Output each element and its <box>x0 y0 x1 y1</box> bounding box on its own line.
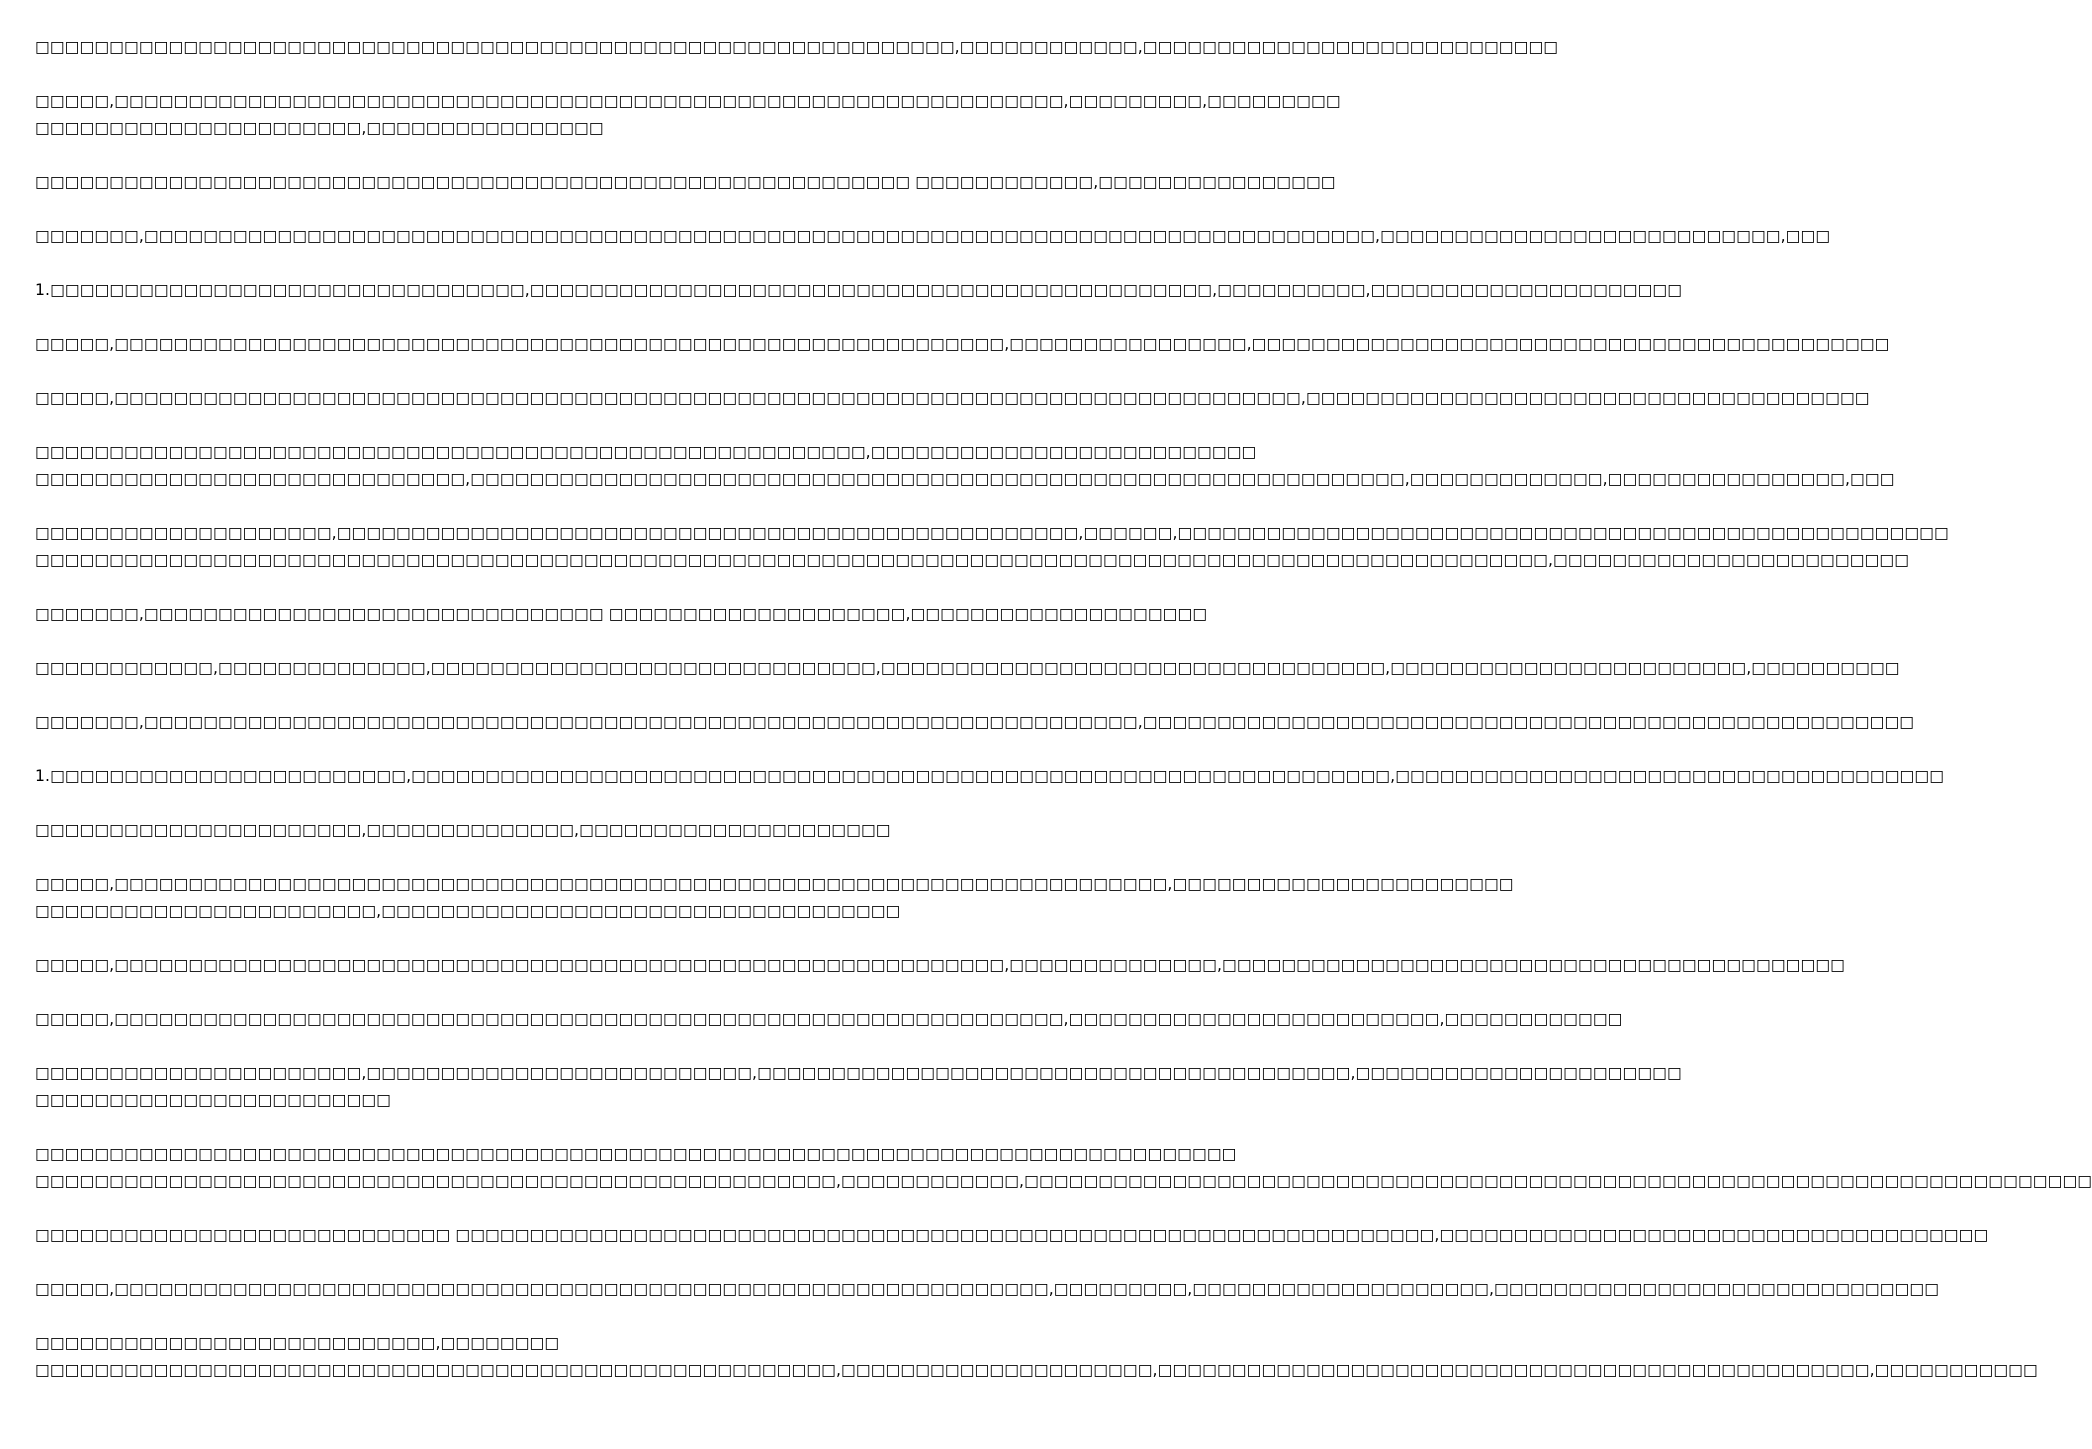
paragraph-17 <box>35 1006 1623 1033</box>
paragraph-15 <box>35 871 1514 925</box>
paragraph-10 <box>35 601 1208 628</box>
paragraph-8 <box>35 439 1895 493</box>
text-line: □□□□□□□□□□□□□□□□□□□□□□□□ <box>35 1091 392 1109</box>
paragraph-12 <box>35 709 1915 736</box>
text-line: □□□□□,□□□□□□□□□□□□□□□□□□□□□□□□□□□□□□□□□□□□□□□□□□□□□□□□□□□□□□□□□□□□□□□,□□□□□□□□□,□□□□□□□□□□□□□□□□□□□□,□□□□□□□□□□□□□□□□□□□□□□□□□□□□□□ <box>35 1280 1940 1298</box>
text-line: □□□□□□□,□□□□□□□□□□□□□□□□□□□□□□□□□□□□□□□ □□□□□□□□□□□□□□□□□□□□,□□□□□□□□□□□□□□□□□□□□ <box>35 605 1208 623</box>
text-line: □□□□□,□□□□□□□□□□□□□□□□□□□□□□□□□□□□□□□□□□□□□□□□□□□□□□□□□□□□□□□□□□□□□□□□,□□□□□□□□□,□□□□□□□□□ <box>35 92 1341 110</box>
text-line: □□□□□□□□□□□□□□□□□□□□□□,□□□□□□□□□□□□□□,□□□□□□□□□□□□□□□□□□□□□ <box>35 821 891 839</box>
paragraph-2 <box>35 88 1341 142</box>
text-line: □□□□□□□□□□□□,□□□□□□□□□□□□□□,□□□□□□□□□□□□□□□□□□□□□□□□□□□□□□,□□□□□□□□□□□□□□□□□□□□□□□□□□□□□□□□□□,□□□□□□□□□□□□□□□□□□□□□□□□,□□□□□□□□□□ <box>35 659 1900 677</box>
text-line: □□□□□□□□□□□□□□□□□□□□□□□□□□□□□,□□□□□□□□□□□□□□□□□□□□□□□□□□□□□□□□□□□□□□□□□□□□□□□□□□□□□□□□□□□□□□□,□□□□□□□□□□□□□,□□□□□□□□□□□□□□□□,□□□ <box>35 470 1895 488</box>
paragraph-20 <box>35 1222 1989 1249</box>
text-line: □□□□□□□□□□□□□□□□□□□□□□□□□□□□□□□□□□□□□□□□□□□□□□□□□□□□□□,□□□□□□□□□□□□,□□□□□□□□□□□□□□□□□□□□□□□□□□□□□□□□□□□□□□□□□□□□□□□□□□□□□□□□□□□□□□□□□□□□□□□□ <box>35 1172 2092 1190</box>
paragraph-6 <box>35 331 1890 358</box>
paragraph-13 <box>35 763 1945 790</box>
text-line: □□□□□□□,□□□□□□□□□□□□□□□□□□□□□□□□□□□□□□□□□□□□□□□□□□□□□□□□□□□□□□□□□□□□□□□□□□□,□□□□□□□□□□□□□□□□□□□□□□□□□□□□□□□□□□□□□□□□□□□□□□□□□□□□ <box>35 713 1915 731</box>
text-line: □□□□□,□□□□□□□□□□□□□□□□□□□□□□□□□□□□□□□□□□□□□□□□□□□□□□□□□□□□□□□□□□□□□□□□□□□□□□□,□□□□□□□□□□□□□□□□□□□□□□□ <box>35 875 1514 893</box>
text-line: 1.□□□□□□□□□□□□□□□□□□□□□□□□,□□□□□□□□□□□□□□□□□□□□□□□□□□□□□□□□□□□□□□□□□□□□□□□□□□□□□□□□□□□□□□□□□□,□□□□□□□□□□□□□□□□□□□□□□□□□□□□□□□□□□□□□ <box>35 767 1945 785</box>
paragraph-18 <box>35 1060 1682 1114</box>
text-line: □□□□□□□□□□□□□□□□□□□□□□□□□□□□□□□□□□□□□□□□□□□□□□□□□□□□□□□□□□□□□□□□□□□□□□□□□□□□□□□□□□□□□□□□□□□□□□□□□□□□□□,□□□□□□□□□□□□□□□□□□□□□□□□ <box>35 551 1910 569</box>
text-line: □□□□□□□□□□□□□□□□□□□□□□□□□□□□□□□□□□□□□□□□□□□□□□□□□□□□□□,□□□□□□□□□□□□□□□□□□□□□,□□□□□□□□□□□□□□□□□□□□□□□□□□□□□□□□□□□□□□□□□□□□□□□□,□□□□□□□□□□□ <box>35 1361 2038 1379</box>
text-line: □□□□□□□□□□□□□□□□□□□□□□□□□□□□□□□□□□□□□□□□□□□□□□□□□□□□□□□□□□□□□□□□□□□□□□□□□□□□□□□□□ <box>35 1145 1237 1163</box>
paragraph-21 <box>35 1276 1940 1303</box>
text-line: □□□□□□□□□□□□□□□□□□□□□□□,□□□□□□□□□□□□□□□□□□□□□□□□□□□□□□□□□□□ <box>35 902 901 920</box>
text-line: □□□□□,□□□□□□□□□□□□□□□□□□□□□□□□□□□□□□□□□□□□□□□□□□□□□□□□□□□□□□□□□□□□□□□□□□□□□□□□□□□□□□□□,□□□□□□□□□□□□□□□□□□□□□□□□□□□□□□□□□□□□□□ <box>35 389 1870 407</box>
text-line: □□□□□□□□□□□□□□□□□□□□,□□□□□□□□□□□□□□□□□□□□□□□□□□□□□□□□□□□□□□□□□□□□□□□□□□,□□□□□□,□□□□□□□□□□□□□□□□□□□□□□□□□□□□□□□□□□□□□□□□□□□□□□□□□□□□ <box>35 524 1949 542</box>
text-line: □□□□□□□□□□□□□□□□□□□□□□□□□□□□□□□□□□□□□□□□□□□□□□□□□□□□□□□□□□□□□□,□□□□□□□□□□□□,□□□□□□□□□□□□□□□□□□□□□□□□□□□□ <box>35 38 1559 56</box>
text-line: □□□□□□□□□□□□□□□□□□□□□□□□□□□□□□□□□□□□□□□□□□□□□□□□□□□□□□□□,□□□□□□□□□□□□□□□□□□□□□□□□□□ <box>35 443 1257 461</box>
paragraph-22 <box>35 1330 2038 1384</box>
text-line: □□□□□□□□□□□□□□□□□□□□□□,□□□□□□□□□□□□□□□□□□□□□□□□□□,□□□□□□□□□□□□□□□□□□□□□□□□□□□□□□□□□□□□□□□□,□□□□□□□□□□□□□□□□□□□□□□ <box>35 1064 1682 1082</box>
text-line: □□□□□□□□□□□□□□□□□□□□□□□□□□□□ □□□□□□□□□□□□□□□□□□□□□□□□□□□□□□□□□□□□□□□□□□□□□□□□□□□□□□□□□□□□□□□□□□,□□□□□□□□□□□□□□□□□□□□□□□□□□□□□□□□□□□□□ <box>35 1226 1989 1244</box>
paragraph-16 <box>35 952 1846 979</box>
text-line: □□□□□,□□□□□□□□□□□□□□□□□□□□□□□□□□□□□□□□□□□□□□□□□□□□□□□□□□□□□□□□□□□□,□□□□□□□□□□□□□□□□,□□□□□□□□□□□□□□□□□□□□□□□□□□□□□□□□□□□□□□□□□□□ <box>35 335 1890 353</box>
paragraph-14 <box>35 817 990 844</box>
paragraph-9 <box>35 520 1949 574</box>
text-line: 1.□□□□□□□□□□□□□□□□□□□□□□□□□□□□□□□□,□□□□□□□□□□□□□□□□□□□□□□□□□□□□□□□□□□□□□□□□□□□□□□,□□□□□□□□□□,□□□□□□□□□□□□□□□□□□□□□ <box>35 281 1683 299</box>
paragraph-7 <box>35 385 1870 412</box>
paragraph-1 <box>35 34 1559 61</box>
paragraph-5 <box>35 277 1683 304</box>
text-line: □□□□□□□,□□□□□□□□□□□□□□□□□□□□□□□□□□□□□□□□□□□□□□□□□□□□□□□□□□□□□□□□□□□□□□□□□□□□□□□□□□□□□□□□□□□,□□□□□□□□□□□□□□□□□□□□□□□□□□□,□□□ <box>35 227 1831 245</box>
text-line: □□□□□,□□□□□□□□□□□□□□□□□□□□□□□□□□□□□□□□□□□□□□□□□□□□□□□□□□□□□□□□□□□□□□□□,□□□□□□□□□□□□□□□□□□□□□□□□□,□□□□□□□□□□□□ <box>35 1010 1623 1028</box>
text-line: □□□□□□□□□□□□□□□□□□□□□□□□□□□□□□□□□□□□□□□□□□□□□□□□□□□□□□□□□□□ □□□□□□□□□□□□,□□□□□□□□□□□□□□□□ <box>35 173 1336 191</box>
text-line: □□□□□□□□□□□□□□□□□□□□□□,□□□□□□□□□□□□□□□□ <box>35 119 604 137</box>
paragraph-11 <box>35 655 1900 682</box>
paragraph-19 <box>35 1141 2092 1195</box>
paragraph-4 <box>35 223 1831 250</box>
paragraph-3 <box>35 169 1336 196</box>
text-line: □□□□□□□□□□□□□□□□□□□□□□□□□□□,□□□□□□□□ <box>35 1334 560 1352</box>
text-line: □□□□□,□□□□□□□□□□□□□□□□□□□□□□□□□□□□□□□□□□□□□□□□□□□□□□□□□□□□□□□□□□□□,□□□□□□□□□□□□□□,□□□□□□□□□□□□□□□□□□□□□□□□□□□□□□□□□□□□□□□□□□ <box>35 956 1846 974</box>
